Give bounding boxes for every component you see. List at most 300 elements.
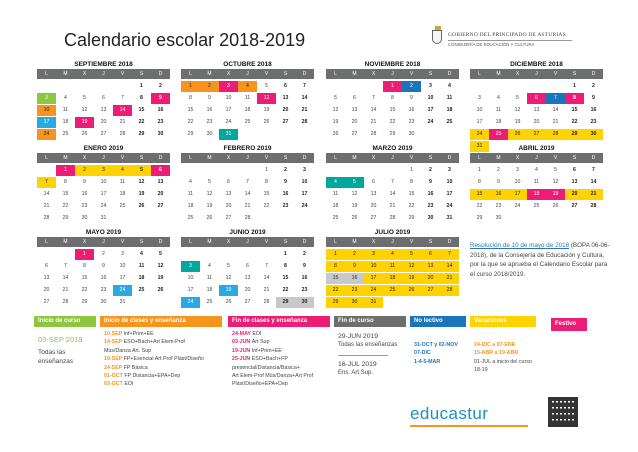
day-cell: 9: [151, 93, 170, 104]
weekday-label: D: [447, 155, 452, 161]
day-cell: 29: [187, 131, 194, 137]
legend-inicio-curso: [34, 316, 96, 369]
weekday-label: S: [428, 71, 433, 77]
day-cell: 23: [427, 203, 434, 209]
day-cell: 14: [62, 275, 69, 281]
day-cell: 8: [391, 95, 394, 101]
day-cell: 9: [83, 179, 86, 185]
day-cell: 22: [263, 203, 270, 209]
weekday-label: X: [82, 155, 87, 161]
day-cell: 30: [495, 215, 502, 221]
day-cell: 12: [351, 191, 358, 197]
legend-line: 07-DIC: [414, 350, 431, 357]
day-grid: [470, 81, 603, 152]
day-grid: [181, 249, 314, 308]
legend-list: [410, 327, 466, 369]
day-cell: 5: [208, 179, 211, 185]
day-cell: 14: [389, 191, 396, 197]
month-calendar: [181, 144, 314, 224]
weekday-label: X: [371, 71, 376, 77]
weekday-label: D: [302, 71, 307, 77]
day-cell: 12: [552, 179, 559, 185]
month-name: ABRIL 2019: [518, 145, 555, 152]
day-cell: 18: [332, 203, 339, 209]
day-cell: 13: [225, 191, 232, 197]
weekday-label: M: [496, 155, 501, 161]
day-cell: 21: [301, 107, 308, 113]
day-cell: 25: [533, 203, 540, 209]
weekday-header: [326, 69, 459, 79]
day-cell: 1: [265, 167, 268, 173]
legend-line: 24-MAY EOI: [232, 331, 262, 337]
day-cell: 8: [478, 179, 481, 185]
day-cell: 17: [225, 107, 232, 113]
day-cell: 8: [284, 263, 287, 269]
weekday-label: S: [139, 239, 144, 245]
weekday-label: D: [447, 239, 452, 245]
weekday-label: M: [352, 239, 357, 245]
day-cell: 7: [64, 263, 67, 269]
day-cell: 25: [244, 119, 251, 125]
day-cell: 26: [552, 203, 559, 209]
day-cell: 24: [446, 203, 453, 209]
day-cell: 18: [495, 119, 502, 125]
day-cell: 12: [138, 179, 145, 185]
month-name: NOVIEMBRE 2018: [364, 61, 421, 68]
weekday-label: D: [302, 155, 307, 161]
weekday-label: M: [207, 239, 212, 245]
legend-line: 01-JUL a inicio del curso 18-19: [474, 358, 532, 374]
day-cell: 16: [590, 107, 597, 113]
day-cell: 14: [43, 191, 50, 197]
day-cell: 17: [37, 117, 56, 128]
day-cell: 11: [187, 191, 194, 197]
day-cell: 23: [408, 119, 415, 125]
month-name: OCTUBRE 2018: [223, 61, 272, 68]
day-cell: 13: [571, 179, 578, 185]
day-cell: 28: [62, 299, 69, 305]
day-cell: 10: [225, 95, 232, 101]
weekday-label: X: [82, 239, 87, 245]
day-cell: 17: [508, 189, 527, 200]
month-name: MARZO 2019: [372, 145, 413, 152]
resolution-text: (BOPA 06-06-2018), de la Consejería de Educación y Cultura, por la que se aprueba el Calendario Escolar para el curso 2018/2019.: [470, 242, 610, 278]
day-cell: 2: [497, 167, 500, 173]
day-cell: 31: [219, 129, 238, 140]
day-cell: 30: [81, 215, 88, 221]
weekday-label: X: [226, 155, 231, 161]
day-cell: 3: [219, 81, 238, 92]
day-cell: 7: [391, 179, 394, 185]
weekday-label: D: [158, 239, 163, 245]
weekday-label: S: [283, 239, 288, 245]
day-cell: 30: [345, 297, 364, 308]
day-cell: 26: [508, 129, 527, 140]
legend-head: Vacaciones: [470, 316, 536, 327]
day-cell: 16: [489, 189, 508, 200]
qr-code-icon: [548, 397, 578, 427]
day-cell: 24: [100, 203, 107, 209]
day-cell: 26: [332, 131, 339, 137]
day-cell: 16: [301, 275, 308, 281]
day-cell: 20: [351, 119, 358, 125]
day-cell: 7: [440, 249, 459, 260]
weekday-label: M: [63, 155, 68, 161]
day-cell: 20: [565, 189, 584, 200]
month-calendar: [470, 60, 603, 152]
legend-line: 31-OCT y 02-NOV: [414, 342, 458, 348]
day-cell: 22: [389, 119, 396, 125]
day-cell: 18: [187, 203, 194, 209]
weekday-label: D: [302, 239, 307, 245]
weekday-label: V: [120, 155, 125, 161]
day-cell: 9: [592, 95, 595, 101]
day-cell: 8: [189, 95, 192, 101]
weekday-label: J: [102, 155, 105, 161]
legend-line: 24-SEP FP Básica: [104, 364, 148, 371]
day-cell: 2: [200, 81, 219, 92]
day-cell: 28: [263, 299, 270, 305]
weekday-label: L: [45, 239, 48, 245]
weekday-label: D: [158, 155, 163, 161]
day-cell: 3: [37, 93, 56, 104]
day-cell: 1: [140, 83, 143, 89]
day-cell: 3: [364, 249, 383, 260]
day-cell: 8: [83, 263, 86, 269]
day-cell: 8: [64, 179, 67, 185]
weekday-label: J: [391, 71, 394, 77]
day-cell: 15: [408, 191, 415, 197]
day-grid: [37, 81, 170, 140]
day-cell: 18: [383, 273, 402, 284]
day-cell: 23: [495, 203, 502, 209]
day-cell: 12: [257, 93, 276, 104]
weekday-label: X: [226, 71, 231, 77]
month-name: FEBRERO 2019: [223, 145, 272, 152]
weekday-label: X: [82, 71, 87, 77]
weekday-label: V: [264, 71, 269, 77]
day-cell: 29: [408, 215, 415, 221]
weekday-header: [37, 69, 170, 79]
day-grid: [37, 249, 170, 308]
legend-text: Todas las enseñanzas: [338, 342, 398, 348]
weekday-label: X: [515, 71, 520, 77]
month-calendar: [326, 60, 459, 140]
day-cell: 15: [389, 107, 396, 113]
weekday-label: D: [591, 155, 596, 161]
day-cell: 16: [408, 107, 415, 113]
month-calendar: [470, 144, 603, 224]
day-cell: 16: [81, 191, 88, 197]
day-cell: 17: [364, 273, 383, 284]
day-cell: 18: [119, 191, 126, 197]
day-cell: 5: [402, 249, 421, 260]
day-cell: 10: [37, 105, 56, 116]
weekday-label: S: [139, 71, 144, 77]
day-cell: 6: [45, 263, 48, 269]
day-cell: 6: [284, 83, 287, 89]
weekday-label: J: [535, 155, 538, 161]
day-cell: 30: [295, 297, 314, 308]
day-cell: 1: [326, 249, 345, 260]
day-cell: 14: [552, 107, 559, 113]
day-cell: 31: [100, 215, 107, 221]
weekday-label: X: [371, 155, 376, 161]
day-cell: 14: [440, 261, 459, 272]
day-cell: 6: [151, 165, 170, 176]
day-cell: 28: [370, 131, 377, 137]
day-cell: 2: [592, 83, 595, 89]
day-cell: 8: [565, 93, 584, 104]
legend-list: [470, 327, 536, 378]
day-cell: 5: [265, 83, 268, 89]
day-cell: 23: [81, 203, 88, 209]
weekday-label: S: [283, 155, 288, 161]
day-cell: 9: [497, 179, 500, 185]
day-cell: 29: [565, 129, 584, 140]
day-cell: 5: [83, 95, 86, 101]
day-cell: 16: [427, 191, 434, 197]
day-cell: 22: [408, 203, 415, 209]
day-grid: [326, 81, 459, 140]
day-cell: 29: [389, 131, 396, 137]
day-cell: 26: [351, 215, 358, 221]
day-cell: 27: [157, 203, 164, 209]
weekday-header: [181, 153, 314, 163]
weekday-label: J: [391, 239, 394, 245]
day-cell: 2: [429, 167, 432, 173]
day-cell: 3: [121, 251, 124, 257]
day-cell: 24: [364, 285, 383, 296]
day-cell: 10: [301, 179, 308, 185]
month-name: JUNIO 2019: [229, 229, 266, 236]
day-cell: 10: [427, 95, 434, 101]
weekday-label: X: [515, 155, 520, 161]
day-cell: 23: [157, 119, 164, 125]
month-calendar: [37, 60, 170, 140]
day-cell: 5: [516, 95, 519, 101]
month-calendar: [326, 228, 459, 308]
brand-text: educastur: [410, 404, 489, 423]
government-logo: [432, 14, 592, 54]
day-cell: 3: [94, 165, 113, 176]
day-cell: 20: [421, 273, 440, 284]
day-cell: 26: [402, 285, 421, 296]
day-cell: 13: [282, 95, 289, 101]
day-cell: 11: [206, 275, 213, 281]
weekday-label: D: [158, 71, 163, 77]
day-cell: 18: [138, 275, 145, 281]
day-cell: 8: [410, 179, 413, 185]
day-cell: 9: [429, 179, 432, 185]
day-cell: 18: [206, 287, 213, 293]
day-cell: 17: [427, 107, 434, 113]
day-cell: 20: [533, 119, 540, 125]
weekday-label: M: [352, 71, 357, 77]
month-name: ENERO 2019: [83, 145, 124, 152]
weekday-label: M: [207, 71, 212, 77]
weekday-label: V: [553, 71, 558, 77]
weekday-label: S: [283, 71, 288, 77]
day-cell: 10: [187, 275, 194, 281]
day-cell: 20: [43, 287, 50, 293]
weekday-label: D: [591, 71, 596, 77]
day-cell: 17: [301, 191, 308, 197]
day-cell: 20: [282, 107, 289, 113]
month-name: SEPTIEMBRE 2018: [74, 61, 133, 68]
day-cell: 5: [132, 165, 151, 176]
day-grid: [470, 165, 603, 224]
day-cell: 6: [573, 167, 576, 173]
day-cell: 25: [446, 119, 453, 125]
day-cell: 19: [402, 273, 421, 284]
day-cell: 13: [157, 179, 164, 185]
weekday-label: S: [139, 155, 144, 161]
legend-date: 03-SEP 2018: [38, 335, 83, 344]
day-cell: 15: [571, 107, 578, 113]
day-cell: 23: [206, 119, 213, 125]
day-cell: 7: [303, 83, 306, 89]
day-cell: 12: [402, 261, 421, 272]
day-cell: 20: [244, 287, 251, 293]
weekday-label: V: [120, 71, 125, 77]
day-cell: 16: [206, 107, 213, 113]
day-cell: 4: [497, 95, 500, 101]
day-cell: 23: [100, 287, 107, 293]
day-cell: 27: [421, 285, 440, 296]
legend-date: 16-JUL 2019: [338, 361, 377, 368]
weekday-label: V: [409, 71, 414, 77]
day-cell: 1: [478, 167, 481, 173]
day-cell: 11: [533, 179, 540, 185]
weekday-label: V: [409, 155, 414, 161]
legend-text: Ens. Art Sup.: [338, 370, 374, 376]
day-cell: 29: [81, 299, 88, 305]
legend-list: [228, 327, 330, 392]
weekday-label: J: [246, 71, 249, 77]
day-cell: 29: [138, 131, 145, 137]
day-cell: 9: [410, 95, 413, 101]
day-cell: 25: [332, 215, 339, 221]
crest-icon: [432, 30, 442, 44]
day-cell: 4: [383, 249, 402, 260]
day-cell: 21: [370, 119, 377, 125]
day-cell: 7: [246, 179, 249, 185]
weekday-label: L: [334, 71, 337, 77]
weekday-label: L: [189, 239, 192, 245]
day-cell: 19: [332, 119, 339, 125]
day-cell: 29: [476, 215, 483, 221]
day-cell: 2: [303, 251, 306, 257]
resolution-link[interactable]: Resolución de 10 de mayo de 2018: [470, 242, 570, 249]
day-cell: 24: [470, 129, 489, 140]
day-cell: 1: [56, 165, 75, 176]
day-cell: 24: [225, 119, 232, 125]
weekday-header: [326, 153, 459, 163]
weekday-label: M: [496, 71, 501, 77]
day-cell: 21: [62, 287, 69, 293]
day-grid: [326, 165, 459, 224]
day-cell: 21: [263, 287, 270, 293]
day-cell: 14: [263, 275, 270, 281]
legend-list: [100, 327, 222, 392]
day-cell: 28: [43, 215, 50, 221]
day-cell: 29: [62, 215, 69, 221]
weekday-header: [470, 69, 603, 79]
legend-line: Art Elem-Prof Mús/Danza+Art Prof: [232, 373, 314, 380]
day-cell: 6: [527, 93, 546, 104]
day-cell: 10: [100, 179, 107, 185]
day-cell: 8: [265, 179, 268, 185]
weekday-label: J: [391, 155, 394, 161]
day-cell: 28: [119, 131, 126, 137]
day-cell: 13: [43, 275, 50, 281]
day-cell: 31: [470, 141, 489, 152]
day-cell: 22: [326, 285, 345, 296]
weekday-label: L: [45, 155, 48, 161]
day-cell: 5: [345, 177, 364, 188]
weekday-label: D: [447, 71, 452, 77]
day-cell: 25: [119, 203, 126, 209]
day-cell: 1: [75, 249, 94, 260]
day-cell: 18: [446, 107, 453, 113]
day-cell: 4: [448, 83, 451, 89]
weekday-header: [181, 69, 314, 79]
day-cell: 11: [138, 263, 145, 269]
day-cell: 5: [554, 167, 557, 173]
day-cell: 8: [326, 261, 345, 272]
legend-inicio-clases: [100, 316, 222, 392]
legend-line: presencial/Distancia/Básica+: [232, 364, 300, 371]
day-cell: 22: [187, 119, 194, 125]
legend-no-lectivo: [410, 316, 466, 369]
legend-line: 19-SEP FP+Esencial Art Prof Plást/Diseño: [104, 356, 204, 363]
day-cell: 12: [157, 263, 164, 269]
legend-head: Fin de clases y enseñanza: [228, 316, 330, 327]
weekday-label: V: [409, 239, 414, 245]
day-cell: 30: [206, 131, 213, 137]
day-cell: 11: [244, 95, 251, 101]
weekday-label: L: [334, 155, 337, 161]
legend-vacaciones: [470, 316, 536, 378]
day-cell: 16: [100, 275, 107, 281]
day-cell: 17: [476, 119, 483, 125]
weekday-label: S: [428, 155, 433, 161]
day-cell: 25: [138, 287, 145, 293]
day-cell: 25: [187, 215, 194, 221]
day-cell: 22: [476, 203, 483, 209]
day-cell: 14: [113, 105, 132, 116]
day-cell: 13: [351, 107, 358, 113]
day-grid: [37, 165, 170, 224]
day-cell: 19: [219, 285, 238, 296]
day-cell: 4: [140, 251, 143, 257]
day-cell: 1: [410, 167, 413, 173]
weekday-label: J: [535, 71, 538, 77]
month-name: JULIO 2019: [374, 229, 411, 236]
day-cell: 11: [446, 95, 453, 101]
day-cell: 16: [282, 191, 289, 197]
day-cell: 3: [478, 95, 481, 101]
weekday-label: V: [553, 155, 558, 161]
weekday-label: J: [246, 239, 249, 245]
day-cell: 17: [187, 287, 194, 293]
day-cell: 1: [383, 81, 402, 92]
day-cell: 24: [37, 129, 56, 140]
day-cell: 29: [326, 297, 345, 308]
day-cell: 23: [590, 119, 597, 125]
day-cell: 15: [282, 275, 289, 281]
